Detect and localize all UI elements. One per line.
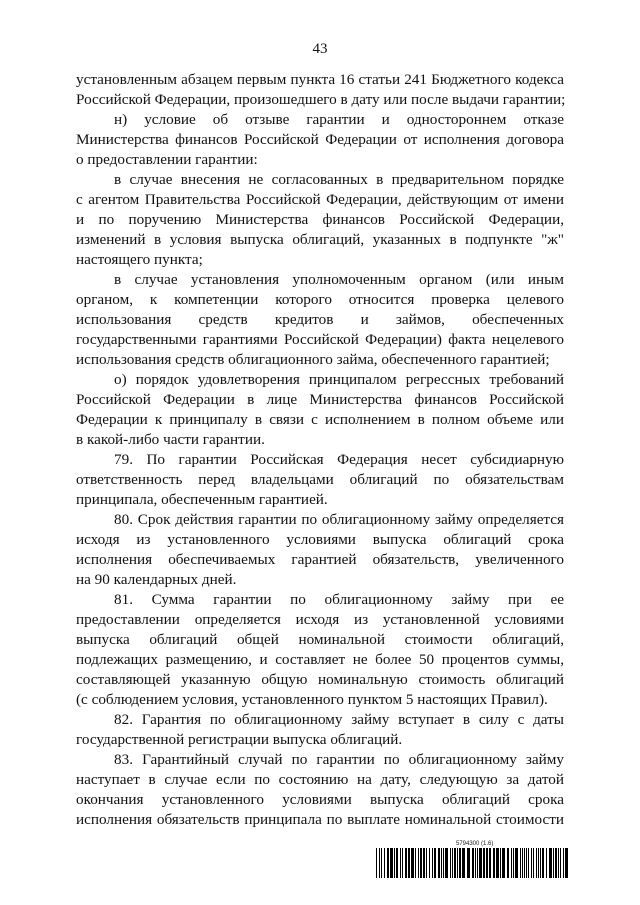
- text-line: Министерства финансов Российской Федерации от исполнения договора: [76, 131, 564, 148]
- text-line: исполнения обязательств принципала по выплате номинальной стоимости: [76, 811, 564, 828]
- text-line: органом, к компетенции которого относится проверка целевого: [76, 291, 564, 308]
- text-line: в случае установления уполномоченным органом (или иным: [114, 271, 564, 288]
- text-line: исходя из установленного условиями выпуска облигаций срока: [76, 531, 564, 548]
- text-line: 82. Гарантия по облигационному займу вступает в силу с даты: [114, 711, 564, 728]
- text-line: Российской Федерации, произошедшего в дату или после выдачи гарантии;: [76, 91, 566, 108]
- text-line: составляющей указанную общую номинальную стоимость облигаций: [76, 671, 564, 688]
- text-line: о предоставлении гарантии:: [76, 151, 258, 168]
- text-line: о) порядок удовлетворения принципалом регрессных требований: [114, 371, 564, 388]
- text-line: ответственность перед владельцами облигаций по обязательствам: [76, 471, 564, 488]
- text-line: 81. Сумма гарантии по облигационному займу при ее: [114, 591, 564, 608]
- text-line: исполнения обеспечиваемых гарантией обязательств, увеличенного: [76, 551, 564, 568]
- text-line: и по поручению Министерства финансов Российской Федерации,: [76, 211, 564, 228]
- text-line: в случае внесения не согласованных в предварительном порядке: [114, 171, 564, 188]
- page-number: 43: [312, 41, 328, 57]
- text-line: государственной регистрации выпуска облигаций.: [76, 731, 403, 748]
- text-line: выпуска облигаций общей номинальной стоимости облигаций,: [76, 631, 564, 648]
- text-line: установленным абзацем первым пункта 16 статьи 241 Бюджетного кодекса: [76, 71, 564, 88]
- text-line: использования средств кредитов и займов, обеспеченных: [76, 311, 564, 328]
- text-line: с агентом Правительства Российской Федерации, действующим от имени: [76, 191, 564, 208]
- text-line: предоставлении определяется исходя из установленной условиями: [76, 611, 564, 628]
- text-line: Федерации к принципалу в связи с исполнением в полном объеме или: [76, 411, 564, 428]
- text-line: подлежащих размещению, и составляет не более 50 процентов суммы,: [76, 651, 564, 668]
- text-line: государственными гарантиями Российской Федерации) факта нецелевого: [76, 331, 564, 348]
- text-line: 83. Гарантийный случай по гарантии по облигационному займу: [114, 751, 564, 768]
- text-line: на 90 календарных дней.: [76, 571, 237, 588]
- barcode-caption: 5794300 (1.6): [456, 841, 494, 847]
- barcode-image: [376, 848, 568, 878]
- text-line: 80. Срок действия гарантии по облигационному займу определяется: [114, 511, 564, 528]
- text-line: (с соблюдением условия, установленного пунктом 5 настоящих Правил).: [76, 691, 548, 708]
- document-body: [76, 70, 564, 830]
- text-line: окончания установленного условиями выпуска облигаций срока: [76, 791, 564, 808]
- text-line: 79. По гарантии Российская Федерация несет субсидиарную: [114, 451, 564, 468]
- text-line: Российской Федерации в лице Министерства финансов Российской: [76, 391, 564, 408]
- text-line: наступает в случае если по состоянию на дату, следующую за датой: [76, 771, 564, 788]
- text-line: принципала, обеспеченным гарантией.: [76, 491, 328, 508]
- text-line: в какой-либо части гарантии.: [76, 431, 265, 448]
- text-line: использования средств облигационного займа, обеспеченного гарантией;: [76, 351, 550, 368]
- text-line: настоящего пункта;: [76, 251, 203, 268]
- text-line: н) условие об отзыве гарантии и одностороннем отказе: [114, 111, 564, 128]
- text-line: изменений в условия выпуска облигаций, указанных в подпункте "ж": [76, 231, 564, 248]
